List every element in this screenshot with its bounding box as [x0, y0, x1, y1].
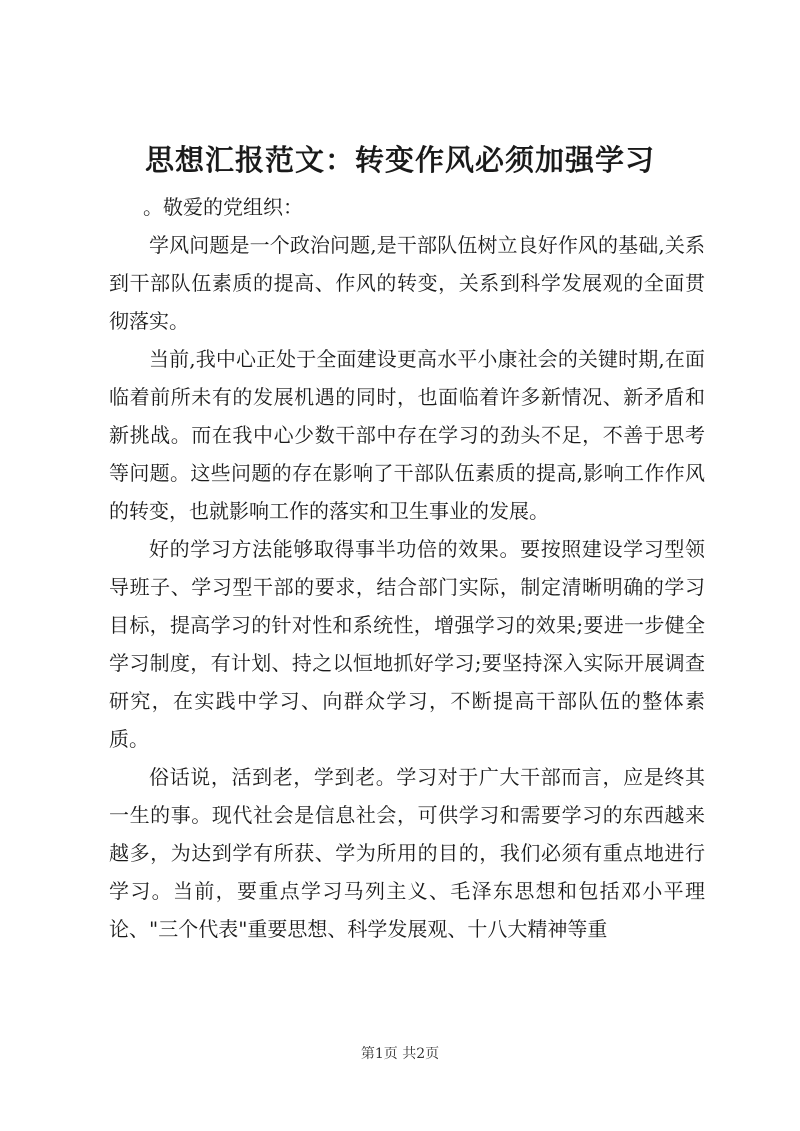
page-number: 第1页 共2页 [360, 1046, 440, 1062]
paragraph: 俗话说，活到老，学到老。学习对于广大干部而言，应是终其一生的事。现代社会是信息社会，可供学习和需要学习的东西越来越多，为达到学有所获、学为所用的目的，我们必须有重点地进行学习。当前，要重点学习马列主义、毛泽东思想和包括邓小平理论、"三个代表"重要思想、科学发展观、十八大精神等重 [109, 765, 705, 941]
page-title: 思想汇报范文：转变作风必须加强学习 [144, 143, 655, 177]
paragraph: 好的学习方法能够取得事半功倍的效果。要按照建设学习型领导班子、学习型干部的要求，结合部门实际，制定清晰明确的学习目标，提高学习的针对性和系统性，增强学习的效果;要进一步健全学习制度，有计划、持之以恒地抓好学习;要坚持深入实际开展调查研究，在实践中学习、向群众学习，不断提高干部队伍的整体素质。 [109, 537, 705, 751]
paragraph: 当前,我中心正处于全面建设更高水平小康社会的关键时期,在面临着前所未有的发展机遇的同时，也面临着许多新情况、新矛盾和新挑战。而在我中心少数干部中存在学习的劲头不足，不善于思考等问题。这些问题的存在影响了干部队伍素质的提高,影响工作作风的转变，也就影响工作的落实和卫生事业的发展。 [109, 347, 705, 523]
paragraph: 学风问题是一个政治问题,是干部队伍树立良好作风的基础,关系到干部队伍素质的提高、作风的转变，关系到科学发展观的全面贯彻落实。 [109, 233, 705, 333]
salutation: 。敬爱的党组织： [143, 195, 303, 219]
document-body [109, 226, 705, 948]
page-footer [0, 1044, 800, 1064]
